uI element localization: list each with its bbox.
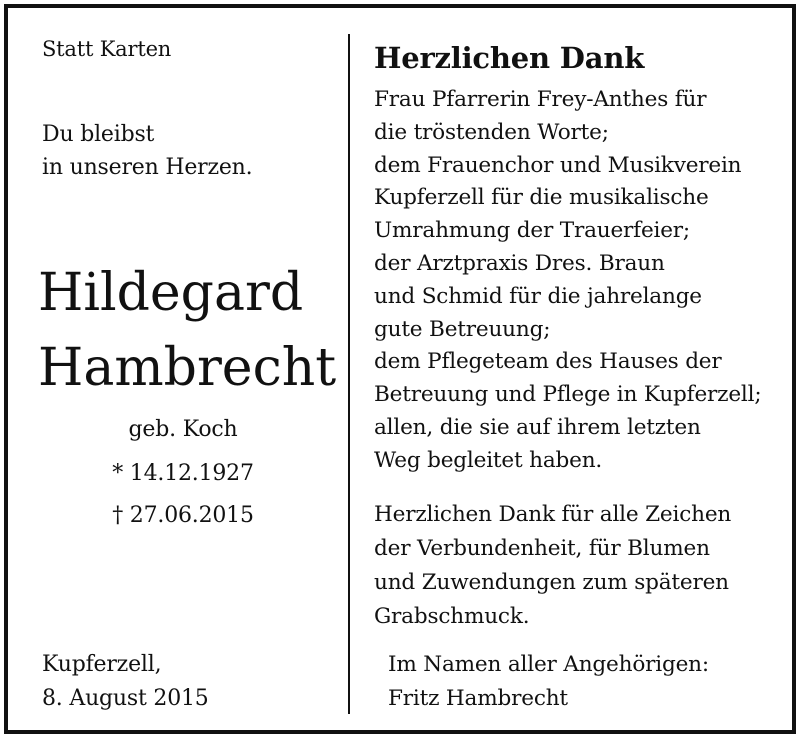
deceased-name (38, 256, 336, 406)
first-name: Hildegard (38, 263, 304, 323)
closing-line: und Zuwendungen zum späteren (374, 570, 729, 595)
thanks-line: dem Pflegeteam des Hauses der (374, 349, 722, 375)
obituary-notice (4, 4, 796, 734)
motto-line-2: in unseren Herzen. (42, 155, 253, 180)
place-and-date (42, 648, 209, 716)
birth-date: * 14.12.1927 (112, 461, 254, 486)
last-name: Hambrecht (38, 338, 337, 398)
header-statt-karten: Statt Karten (42, 37, 172, 61)
thanks-line: Frau Pfarrerin Frey-Anthes für (374, 87, 707, 112)
thanks-line: und Schmid für die jahrelange (374, 283, 702, 309)
thanks-line: die tröstenden Worte; (374, 119, 609, 145)
birth-name: geb. Koch (128, 417, 238, 442)
thanks-line: Umrahmung der Trauerfeier; (374, 218, 691, 244)
closing-line: Herzlichen Dank für alle Zeichen (374, 502, 732, 527)
signature-name: Fritz Hambrecht (388, 686, 568, 711)
death-date: † 27.06.2015 (112, 503, 254, 528)
place: Kupferzell, (42, 652, 162, 677)
thanks-line: Kupferzell für die musikalische (374, 185, 709, 211)
thanks-line: allen, die sie auf ihrem letzten (374, 414, 701, 440)
motto-line-1: Du bleibst (42, 122, 155, 147)
thanks-line: dem Frauenchor und Musikverein (374, 152, 742, 178)
closing-thanks (374, 498, 731, 634)
thanks-line: der Arztpraxis Dres. Braun (374, 250, 665, 276)
thanks-body (374, 84, 761, 478)
closing-line: Grabschmuck. (374, 604, 530, 629)
thanks-line: gute Betreuung; (374, 316, 551, 342)
thanks-line: Weg begleitet haben. (374, 447, 603, 473)
column-divider (348, 34, 350, 714)
motto (42, 118, 252, 184)
signature-block (388, 648, 709, 716)
thanks-line: Betreuung und Pflege in Kupferzell; (374, 382, 762, 408)
date: 8. August 2015 (42, 686, 209, 711)
closing-line: der Verbundenheit, für Blumen (374, 536, 710, 561)
signature-intro: Im Namen aller Angehörigen: (388, 652, 709, 677)
thanks-heading: Herzlichen Dank (374, 41, 645, 75)
